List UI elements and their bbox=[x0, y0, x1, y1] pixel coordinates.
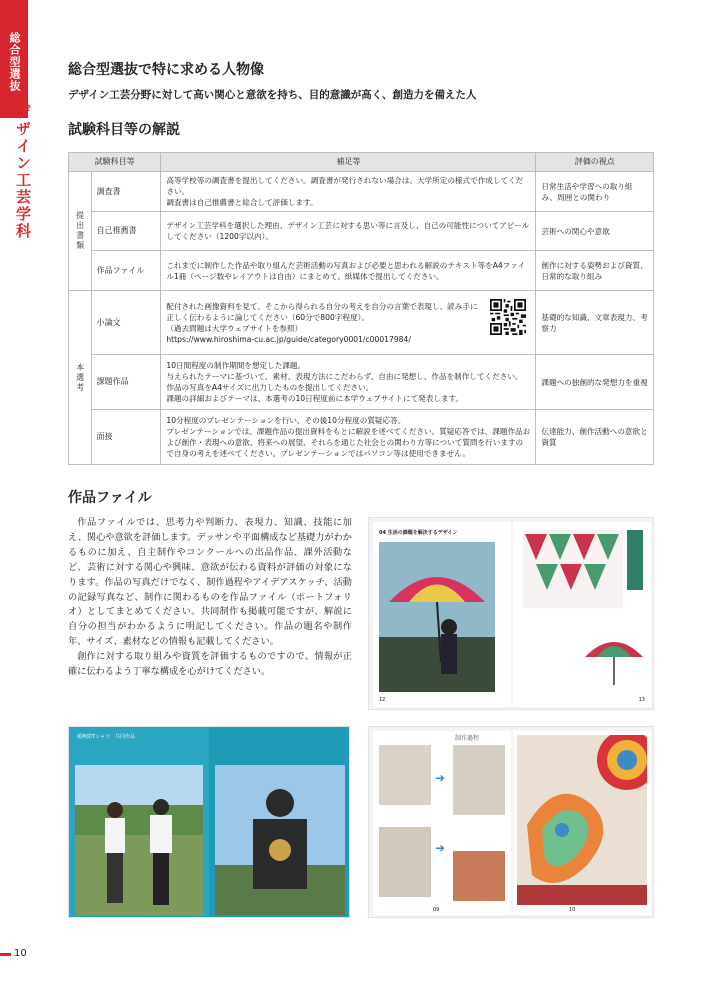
category-tab: 総合型選抜 bbox=[0, 0, 28, 118]
process-photo bbox=[453, 851, 505, 901]
subject-notes: デザイン工芸学科を選択した理由、デザイン工芸に対する思い等に言及し、自己の可能性についてアピールしてください（1200字以内）。 bbox=[161, 212, 536, 251]
subject-name: 調査書 bbox=[91, 172, 161, 212]
page-number: 09 bbox=[433, 907, 440, 913]
umbrella-right-page bbox=[513, 522, 651, 707]
tshirt-right-page bbox=[211, 727, 350, 918]
section-title-portfolio: 作品ファイル bbox=[68, 490, 152, 506]
group-label-documents: 提出書類 bbox=[69, 172, 92, 291]
table-row bbox=[69, 212, 654, 251]
exam-subjects-table bbox=[68, 152, 654, 465]
table-row bbox=[69, 172, 654, 212]
section-title-exam-subjects: 試験科目等の解説 bbox=[68, 122, 180, 138]
tshirt-photo-single bbox=[215, 765, 345, 915]
portfolio-description bbox=[68, 516, 352, 680]
portfolio-sample-process bbox=[368, 726, 654, 918]
table-row bbox=[69, 410, 654, 465]
process-left-page bbox=[373, 731, 511, 915]
umbrella-pattern-sheet bbox=[523, 530, 623, 608]
umbrella-photo bbox=[379, 542, 495, 692]
subject-notes: 配付された画像資料を見て、そこから得られる自分の考えを自分の言葉で表現し、読み手に正しく伝わるように論じてください（60分で800字程度）。 （過去問題は大学ウェブサイトを参照） https://www.hiroshima-cu.ac.jp/guide/category0001/c00017984/ bbox=[161, 291, 536, 355]
page-number: 12 bbox=[379, 697, 386, 703]
subject-notes: 10日間程度の制作期間を想定した課題。 与えられたテーマに基づいて、素材、表現方法にこだわらず、自由に発想し、作品を制作してください。 作品の写真をA4サイズに出力したものを提出してください。 課題の詳細およびテーマは、本選考の10日程度前に本学ウェブサイトにて発表します。 bbox=[161, 355, 536, 410]
table-row bbox=[69, 291, 654, 355]
process-photo bbox=[453, 745, 505, 815]
subject-evaluation: 課題への独創的な発想力を重視 bbox=[536, 355, 654, 410]
subject-name: 自己推薦書 bbox=[91, 212, 161, 251]
process-photo bbox=[379, 827, 431, 897]
umbrella-open-photo bbox=[583, 627, 645, 687]
subject-name: 小論文 bbox=[91, 291, 161, 355]
umbrella-heading: 04 生活の課題を解決するデザイン bbox=[379, 530, 458, 536]
table-header-row bbox=[69, 153, 654, 172]
ideal-student-lead: デザイン工芸分野に対して高い関心と意欲を持ち、目的意識が高く、創造力を備えた人 bbox=[68, 89, 477, 101]
page-number: 10 bbox=[14, 948, 27, 959]
process-heading: 制作過程 bbox=[455, 735, 480, 742]
portfolio-paragraph: 創作に対する取り組みや資質を評価するものですので、情報が正確に伝わるよう丁寧な構成を心がけてください。 bbox=[68, 651, 352, 678]
colorful-artwork bbox=[517, 735, 647, 905]
subject-notes: 高等学校等の調査書を提出してください。調査書が発行されない場合は、大学所定の様式で作成してください。 調査書は自己推薦書と総合して評価します。 bbox=[161, 172, 536, 212]
column-header-notes: 補足等 bbox=[161, 153, 536, 172]
section-title-ideal-student: 総合型選抜で特に求める人物像 bbox=[68, 62, 264, 78]
subject-name: 面接 bbox=[91, 410, 161, 465]
subject-notes: これまでに制作した作品や取り組んだ芸術活動の写真および必要と思われる解説のテキスト等をA4ファイル1冊（ページ数やレイアウトは自由）にまとめて、紙媒体で提出してください。 bbox=[161, 251, 536, 291]
portfolio-sample-umbrella bbox=[368, 517, 654, 710]
subject-evaluation: 芸術への関心や意欲 bbox=[536, 212, 654, 251]
column-header-evaluation: 評価の視点 bbox=[536, 153, 654, 172]
page-number-accent bbox=[0, 953, 11, 956]
qr-code-icon[interactable] bbox=[490, 299, 526, 335]
department-title: デザイン工芸学科 bbox=[14, 104, 32, 240]
subject-name: 作品ファイル bbox=[91, 251, 161, 291]
subject-evaluation: 創作に対する姿勢および資質、日常的な取り組み bbox=[536, 251, 654, 291]
page-number: 10 bbox=[569, 907, 576, 913]
subject-evaluation: 伝達能力、創作活動への意欲と資質 bbox=[536, 410, 654, 465]
tshirt-left-page bbox=[69, 727, 209, 918]
tshirt-heading: 顔無限Tシャツ 共同作品 bbox=[77, 734, 135, 740]
arrow-right-icon: ➜ bbox=[435, 841, 446, 855]
table-row bbox=[69, 355, 654, 410]
page-number: 13 bbox=[638, 697, 645, 703]
subject-evaluation: 基礎的な知識、文章表現力、考察力 bbox=[536, 291, 654, 355]
table-row bbox=[69, 251, 654, 291]
past-exam-link[interactable]: https://www.hiroshima-cu.ac.jp/guide/category0001/c00017984/ bbox=[166, 334, 411, 344]
process-photo bbox=[379, 745, 431, 805]
subject-notes: 10分程度のプレゼンテーションを行い、その後10分程度の質疑応答。 プレゼンテーションでは、課題作品の提出資料をもとに解説を述べてください。質疑応答では、課題作品および創作・表現への意欲、将来への展望、それらを通じた社会との関わり方等について質問を行いますので自身の考えを述べてください。プレゼンテーションではパソコン等は使用できません。 bbox=[161, 410, 536, 465]
column-header-subject: 試験科目等 bbox=[69, 153, 161, 172]
portfolio-paragraph: 作品ファイルでは、思考力や判断力、表現力、知識、技能に加え、関心や意欲を評価します。デッサンや平面構成など基礎力がわかるものに加え、自主制作やコンクールへの出品作品、課外活動など、芸術に対する関心や興味、意欲が伝わる資料が評価の対象になります。作品の写真だけでなく、制作過程やアイデアスケッチ、活動の記録写真など、制作に関わるものを作品ファイル（ポートフォリオ）としてまとめてください。共同制作も掲載可能ですが、解説に自分の担当がわかるように明記してください。作品の題名や制作年、サイズ、素材などの情報も記載してください。 bbox=[68, 517, 352, 648]
umbrella-left-page bbox=[373, 522, 511, 707]
process-right-page bbox=[513, 731, 651, 915]
group-label-main-selection: 本選考 bbox=[69, 291, 92, 465]
tshirt-photo-two-people bbox=[75, 765, 203, 915]
subject-name: 課題作品 bbox=[91, 355, 161, 410]
portfolio-sample-tshirt bbox=[68, 726, 350, 918]
arrow-right-icon: ➜ bbox=[435, 771, 446, 785]
subject-evaluation: 日常生活や学習への取り組み、周囲との関わり bbox=[536, 172, 654, 212]
